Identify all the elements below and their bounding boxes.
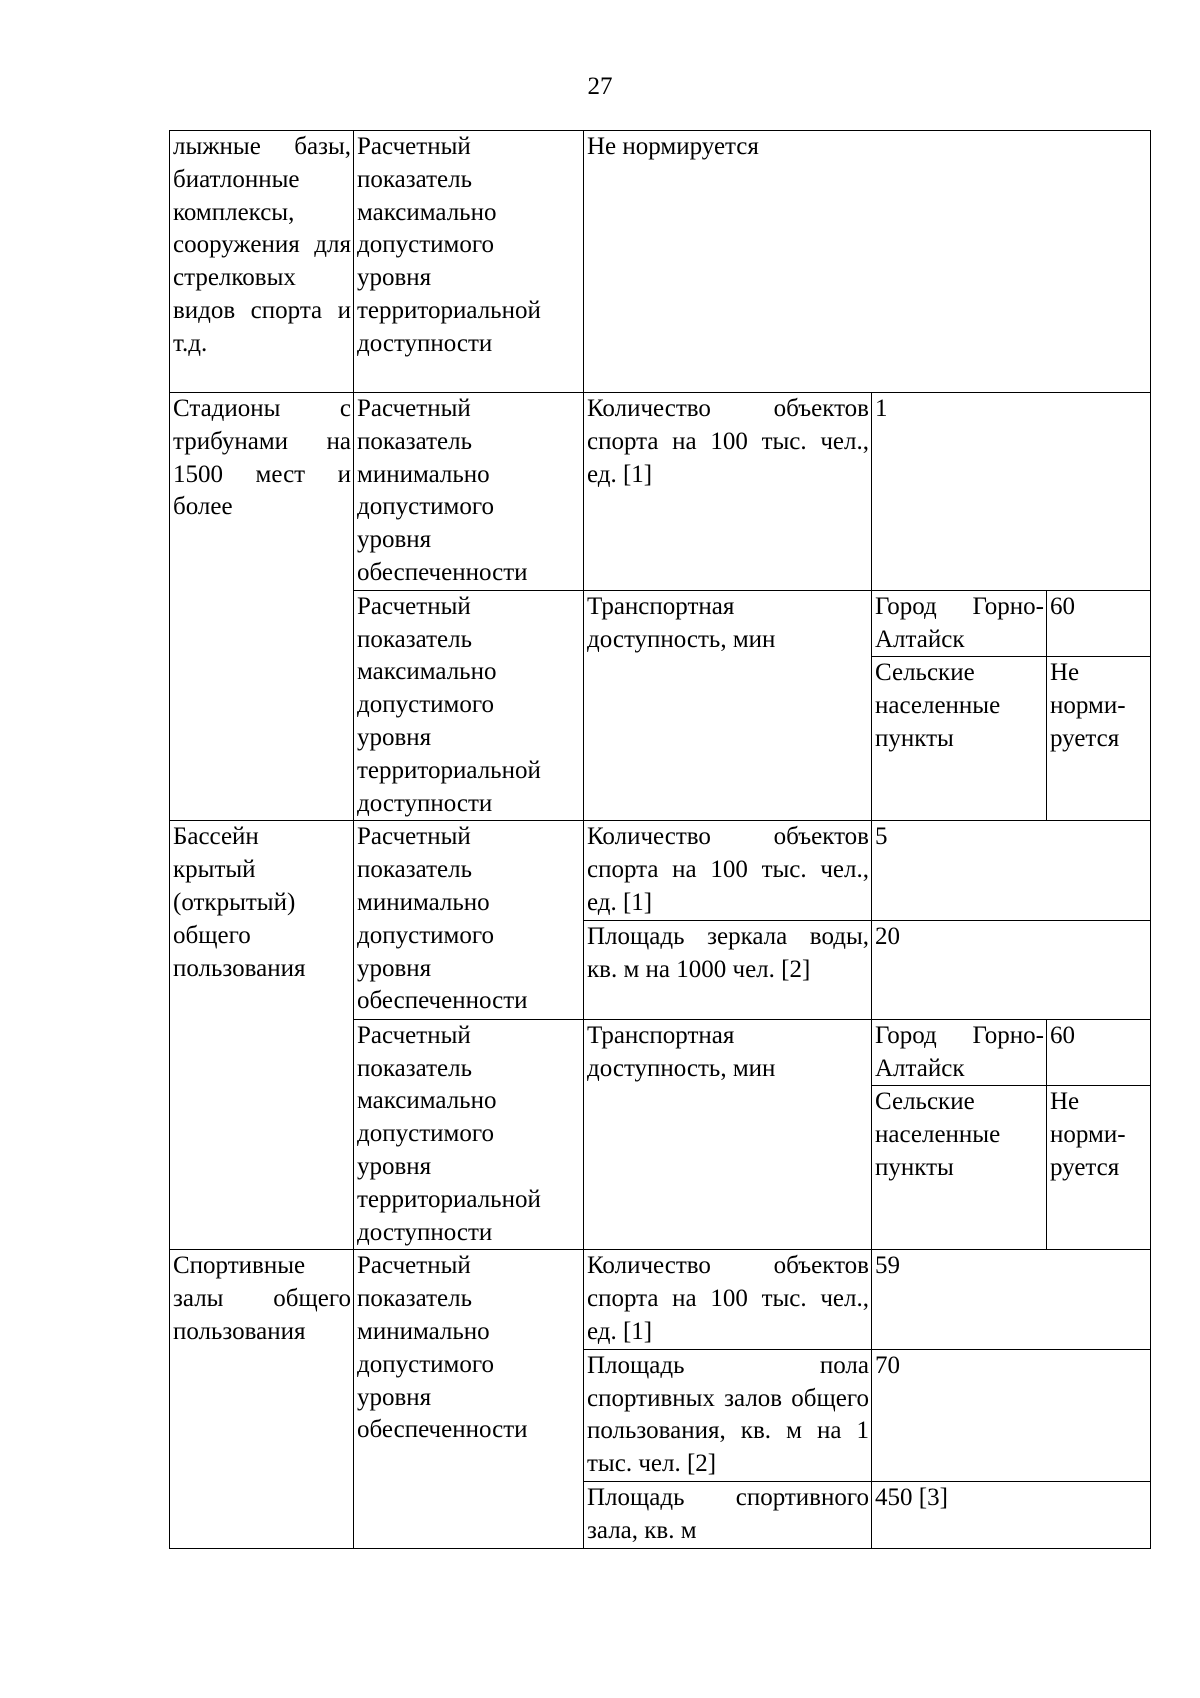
- value-cell: 70: [872, 1349, 1151, 1481]
- settlement-rural-cell: Сельские населенные пункты: [872, 657, 1047, 821]
- parameter-cell: Количество объектов спорта на 100 тыс. чел., ед. [1]: [584, 821, 872, 920]
- table-row: [170, 131, 1151, 393]
- value-cell: 59: [872, 1250, 1151, 1349]
- table-row: [170, 821, 1151, 920]
- settlement-city-cell: Город Горно-Алтайск: [872, 590, 1047, 657]
- settlement-city-cell: Город Горно-Алтайск: [872, 1019, 1047, 1086]
- indicator-cell: Расчетный показатель максимально допустимого уровня территориальной доступности: [354, 590, 584, 821]
- parameter-cell: Количество объектов спорта на 100 тыс. чел., ед. [1]: [584, 1250, 872, 1349]
- parameter-cell: Количество объектов спорта на 100 тыс. чел., ед. [1]: [584, 393, 872, 591]
- table-row: [170, 1250, 1151, 1349]
- value-cell: Не норми- руется: [1047, 1086, 1151, 1250]
- settlement-rural-cell: Сельские населенные пункты: [872, 1086, 1047, 1250]
- indicator-cell: Расчетный показатель минимально допустимого уровня обеспеченности: [354, 821, 584, 1019]
- object-cell: Спортивные залы общего пользования: [170, 1250, 354, 1548]
- value-cell: 60: [1047, 590, 1151, 657]
- object-cell: Бассейн крытый (открытый) общего пользования: [170, 821, 354, 1250]
- parameter-cell: Транспортная доступность, мин: [584, 590, 872, 821]
- parameter-cell: Площадь спортивного зала, кв. м: [584, 1481, 872, 1548]
- parameter-cell: Площадь зеркала воды, кв. м на 1000 чел. [2]: [584, 920, 872, 1019]
- value-cell: Не норми- руется: [1047, 657, 1151, 821]
- indicator-cell: Расчетный показатель максимально допустимого уровня территориальной доступности: [354, 131, 584, 393]
- value-cell: 20: [872, 920, 1151, 1019]
- standards-table: [169, 130, 1151, 1549]
- value-cell: 1: [872, 393, 1151, 591]
- table-row: [170, 393, 1151, 591]
- page-number: 27: [587, 73, 613, 100]
- value-cell: 60: [1047, 1019, 1151, 1086]
- indicator-cell: Расчетный показатель минимально допустимого уровня обеспеченности: [354, 393, 584, 591]
- indicator-cell: Расчетный показатель максимально допустимого уровня территориальной доступности: [354, 1019, 584, 1250]
- object-cell: лыжные базы, биатлонные комплексы, сооружения для стрелковых видов спорта и т.д.: [170, 131, 354, 393]
- value-cell: Не нормируется: [584, 131, 1151, 393]
- parameter-cell: Площадь пола спортивных залов общего пользования, кв. м на 1 тыс. чел. [2]: [584, 1349, 872, 1481]
- value-cell: 5: [872, 821, 1151, 920]
- value-cell: 450 [3]: [872, 1481, 1151, 1548]
- object-cell: Стадионы с трибунами на 1500 мест и более: [170, 393, 354, 821]
- indicator-cell: Расчетный показатель минимально допустимого уровня обеспеченности: [354, 1250, 584, 1548]
- parameter-cell: Транспортная доступность, мин: [584, 1019, 872, 1250]
